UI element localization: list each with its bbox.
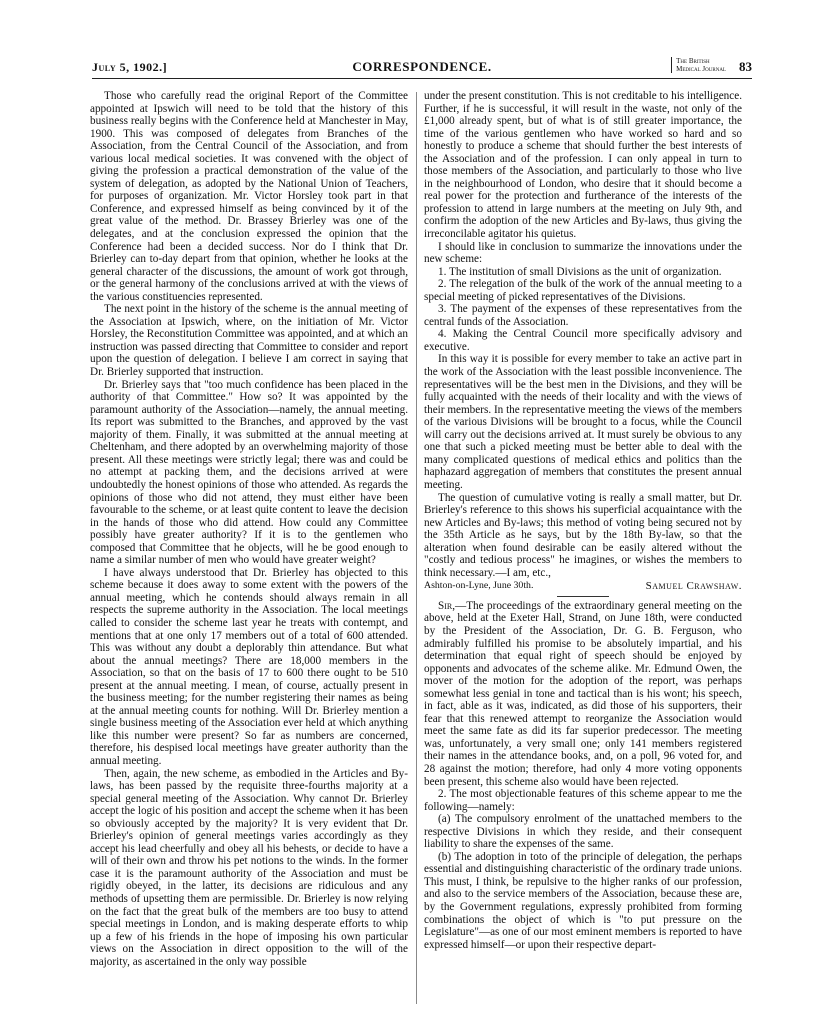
issue-date: July 5, 1902.] bbox=[92, 60, 168, 74]
left-column bbox=[90, 90, 408, 1008]
paragraph bbox=[424, 600, 742, 788]
list-item: 4. Making the Central Council more specifically advisory and executive. bbox=[424, 328, 742, 353]
signature-place-date: Ashton-on-Lyne, June 30th. bbox=[424, 580, 534, 592]
paragraph: under the present constitution. This is not creditable to his intelligence. Further, if he is successful, it will result in the waste, not only of the £1,000 already spent, but of what is of still greater importance, the time of the various gentlemen who have worked so hard and so honestly to produce a scheme that should further the best interests of the Association and of the profession. I can only appeal in turn to those members of the Association, and particularly to those who live in the neighbourhood of London, who desire that it should become a real power for the protection and furtherance of the interests of the profession to attend in large numbers at the meeting on July 9th, and confirm the adoption of the new Articles and By-laws, thus giving the irreconcilable agitator his quietus. bbox=[424, 90, 742, 241]
paragraph: I should like in conclusion to summarize the innovations under the new scheme: bbox=[424, 240, 742, 266]
page-header bbox=[92, 58, 752, 79]
paragraph: Then, again, the new scheme, as embodied in the Articles and By-laws, has been passed by the requisite three-fourths majority at a special general meeting of the Association. Why cannot Dr. Brierley accept the logic of his position and accept the scheme when it has been so obviously accepted by the majority? It is very evident that Dr. Brierley's opinion of general meetings varies accordingly as they accept his lead cheerfully and obey all his behests, or decide to have a will of their own and throw his pet notions to the winds. In the former case it is the paramount authority of the Association and must be rigidly obeyed, in the latter, its decisions are ridiculous and any methods of upsetting them are permissible. Dr. Brierley is now relying on the fact that the great bulk of the members are too busy to attend special meetings in London, and is making desperate efforts to whip up a few of his friends in the hope of imposing his own particular views on the Association in direct opposition to the will of the majority, as ascertained in the only way possible bbox=[90, 767, 408, 968]
paragraph: In this way it is possible for every member to take an active part in the work of the Association with the least possible inconvenience. The representatives will be the best men in the Divisions, and they will be fully acquainted with the needs of their locality and with the views of their members. In the representative meeting the views of the members of the various Divisions will be brought to a focus, while the Council will carry out the decisions arrived at. It must surely be obvious to any one that such a picked meeting must be better able to deal with the many complicated questions of medical ethics and politics than the haphazard aggregation of members that constitutes the present annual meeting. bbox=[424, 353, 742, 491]
paragraph: Those who carefully read the original Report of the Committee appointed at Ipswich will need to be told that the history of this business really begins with the Conference held at Manchester in May, 1900. This was composed of delegates from Branches of the Association, from the Central Council of the Association, and from various local medical societies. It was convened with the object of giving the profession a practical demonstration of the value of the system of delegation, as adopted by the National Union of Teachers, for purposes of organization. Mr. Victor Horsley took part in that Conference, and expressed himself as being convinced by it of the great value of the method. Dr. Brassey Brierley was one of the delegates, and at the conclusion expressed the opinion that the Conference had been a decided success. Nor do I think that Dr. Brierley can to-day depart from that opinion, whether he looks at the general character of the discussions, the amount of work got through, or the general harmony of the conclusions arrived at with the views of the various constituencies represented. bbox=[90, 90, 408, 303]
section-title: CORRESPONDENCE. bbox=[352, 59, 492, 74]
column-divider bbox=[416, 92, 417, 1004]
paragraph: 2. The most objectionable features of this scheme appear to me the following—namely: bbox=[424, 788, 742, 813]
list-item: (b) The adoption in toto of the principle of delegation, the perhaps essential and distinguishing characteristic of the ordinary trade unions. This must, I think, be repulsive to the higher ranks of our profession, and also to the service members of the Association, because these are, by the Government regulations, expressly prohibited from forming combinations the object of which is "to put pressure on the Legislature"—as one of our most eminent members is reported to have expressed himself—or upon their respective depart- bbox=[424, 850, 742, 951]
page-number: 83 bbox=[739, 59, 752, 74]
list-item: 3. The payment of the expenses of these representatives from the central funds of the Association. bbox=[424, 303, 742, 328]
journal-name bbox=[671, 57, 726, 73]
letter-opening: —The proceedings of the extraordinary general meeting on the above, held at the Exeter Hall, Strand, on June 18th, were conducted by the President of the Association, Dr. G. B. Ferguson, who admirably fulfilled his promise to be absolutely impartial, and his determination that equal right of speech should be enjoyed by opponents and advocates of the scheme alike. Mr. Edmund Owen, the mover of the motion for the adoption of the report, was perhaps somewhat less genial in tone and tactical than is his wont; his speech, in fact, able as it was, indicated, as did those of his supporters, their fear that this renewed attempt to reorganize the Association would meet the same fate as did its far superior predecessor. The meeting was, unfortunately, a very small one; only 141 members registered their names in the attendance books, and, on a poll, 96 voted for, and 28 against the motion; therefore, had only 4 more voting opponents been present, this scheme also would have been rejected. bbox=[424, 599, 742, 788]
journal-name-line-2: Medical Journal bbox=[676, 65, 726, 73]
signature-name: Samuel Crawshaw. bbox=[645, 580, 742, 593]
salutation: Sir, bbox=[438, 599, 456, 612]
journal-name-line-1: The British bbox=[676, 57, 710, 65]
paragraph: Dr. Brierley says that "too much confidence has been placed in the authority of that Committee." How so? It was appointed by the paramount authority of the Association—namely, the annual meeting. Its report was submitted to the Branches, and approved by the vast majority of them. Finally, it was submitted at the annual meeting at Cheltenham, and there adopted by an overwhelming majority of those present. All these meetings were strictly legal; there was and could be no attempt at packing them, and the decisions arrived at were undoubtedly the honest opinions of those who attended. As regards the opinions of those who did not attend, they must either have been favourable to the scheme, or at least quite content to leave the decision in the hands of those who did attend. How could any Committee possibly have greater authority? If it is to the gentlemen who composed that Committee that he objects, will he be good enough to name a similar number of men who would have greater weight? bbox=[90, 378, 408, 567]
paragraph: The question of cumulative voting is really a small matter, but Dr. Brierley's reference to this shows his superficial acquaintance with the new Articles and By-laws; this method of voting being secured not by the 35th Article as he says, but by the 18th By-law, so that the alteration when found desirable can be easily altered without the "costly and tedious process" he imagines, or wishes the members to think necessary.—I am, etc., bbox=[424, 491, 742, 579]
signature-block bbox=[424, 580, 742, 593]
right-column bbox=[424, 90, 742, 1008]
paragraph: I have always understood that Dr. Brierley has objected to this scheme because it does away to some extent with the powers of the annual meeting, which he contends should always remain in all respects the supreme authority in the Association. The local meetings called to consider the scheme last year he treats with contempt, and mentions that at one only 17 members out of a total of 600 attended. This was without any doubt a deplorably thin attendance. But what about the annual meetings? There are 18,000 members in the Association, so that on the basis of 17 to 600 there ought to be 510 present at the annual meeting. I mean, of course, actually present in the business meeting; for the number registering their names as being at the annual meeting counts for nothing. Will Dr. Brierley mention a single business meeting of the Association ever held at which anything like this number were present? So far as numbers are concerned, therefore, his despised local meetings have greater authority than the annual meeting. bbox=[90, 566, 408, 767]
list-item: (a) The compulsory enrolment of the unattached members to the respective Divisions in which they reside, and their consequent liability to share the expenses of the same. bbox=[424, 813, 742, 851]
list-item: 1. The institution of small Divisions as the unit of organization. bbox=[438, 265, 722, 278]
letter-separator bbox=[557, 596, 609, 597]
list-item: 2. The relegation of the bulk of the work of the annual meeting to a special meeting of picked representatives of the Divisions. bbox=[424, 278, 742, 303]
paragraph: The next point in the history of the scheme is the annual meeting of the Association at Ipswich, where, on the initiation of Mr. Victor Horsley, the Reconstitution Committee was appointed, and at which an instruction was passed directing that Committee to consider and report upon the question of delegation. I believe I am correct in saying that Dr. Brierley supported that instruction. bbox=[90, 303, 408, 379]
